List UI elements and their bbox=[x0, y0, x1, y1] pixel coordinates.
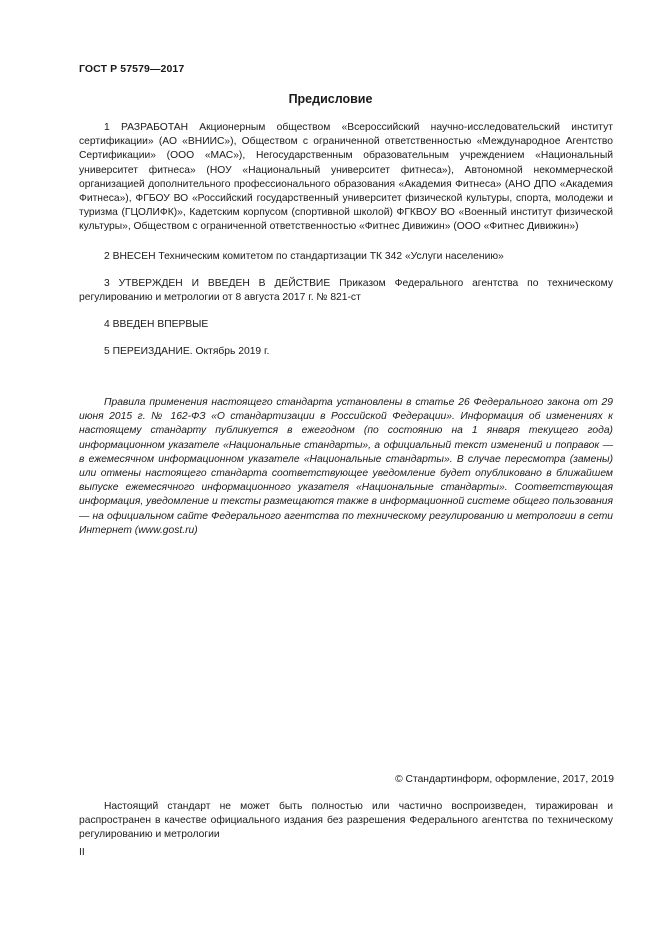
standard-code-header: ГОСТ Р 57579—2017 bbox=[79, 63, 185, 75]
preface-item-developed bbox=[79, 121, 613, 235]
preface-item-text: 4 ВВЕДЕН ВПЕРВЫЕ bbox=[104, 319, 209, 330]
preface-item-approved bbox=[79, 277, 613, 305]
page-number: II bbox=[79, 847, 85, 858]
application-rules-note: Правила применения настоящего стандарта установлены в статье 26 Федерального закона от 29 июня 2015 г. № 162-ФЗ «О стандартизации в Российской Федерации». Информация об изменениях к настоящему стандарту публикуется в ежегодном (по состоянию на 1 января текущего года) информационном указателе «Национальные стандарты», а официальный текст изменений и поправок — в ежемесячном информационном указателе «Национальные стандарты». В случае пересмотра (замены) или отмены настоящего стандарта соответствующее уведомление будет опубликовано в ближайшем выпуске ежемесячного информационного указателя «Национальные стандарты». Соответствующая информация, уведомление и тексты размещаются также в информационной системе общего пользования — на официальном сайте Федерального агентства по техническому регулированию и метрологии в сети Интернет (www.gost.ru) bbox=[79, 397, 613, 536]
preface-item-text: 2 ВНЕСЕН Техническим комитетом по стандартизации ТК 342 «Услуги населению» bbox=[104, 251, 504, 262]
preface-title: Предисловие bbox=[288, 92, 373, 106]
reproduction-notice: Настоящий стандарт не может быть полностью или частично воспроизведен, тиражирован и распространен в качестве официального издания без разрешения Федерального агентства по техническому регулированию и метрологии bbox=[79, 801, 613, 841]
preface-item-introduced bbox=[79, 250, 613, 264]
preface-item-reissue bbox=[79, 345, 613, 359]
preface-item-first-introduced bbox=[79, 318, 613, 332]
preface-item-text: 5 ПЕРЕИЗДАНИЕ. Октябрь 2019 г. bbox=[104, 346, 270, 357]
preface-item-text: 1 РАЗРАБОТАН Акционерным обществом «Всероссийский научно-исследовательский институт сертификации» (АО «ВНИИС»), Обществом с ограниченной ответственностью «Международное Агентство Сертификации» (ООО «МАС»), Негосударственным образовательным учреждением «Национальный университет фитнеса» (НОУ «Национальный университет фитнеса»), Автономной некоммерческой организацией дополнительного профессионального образования «Академия Фитнеса» (АНО ДПО «Академия Фитнеса»), ФГБОУ ВО «Российский государственный университет физической культуры, спорта, молодежи и туризма (ГЦОЛИФК)», Кадетским корпусом (спортивной школой) ФГКВОУ ВО «Военный институт физической культуры», Обществом с ограниченной ответственностью «Фитнес Дивижин» (ООО «Фитнес Дивижин») bbox=[79, 122, 613, 233]
preface-item-text: 3 УТВЕРЖДЕН И ВВЕДЕН В ДЕЙСТВИЕ Приказом Федерального агентства по техническому регулированию и метрологии от 8 августа 2017 г. № 821-ст bbox=[79, 278, 613, 304]
copyright-line: © Стандартинформ, оформление, 2017, 2019 bbox=[395, 774, 614, 785]
